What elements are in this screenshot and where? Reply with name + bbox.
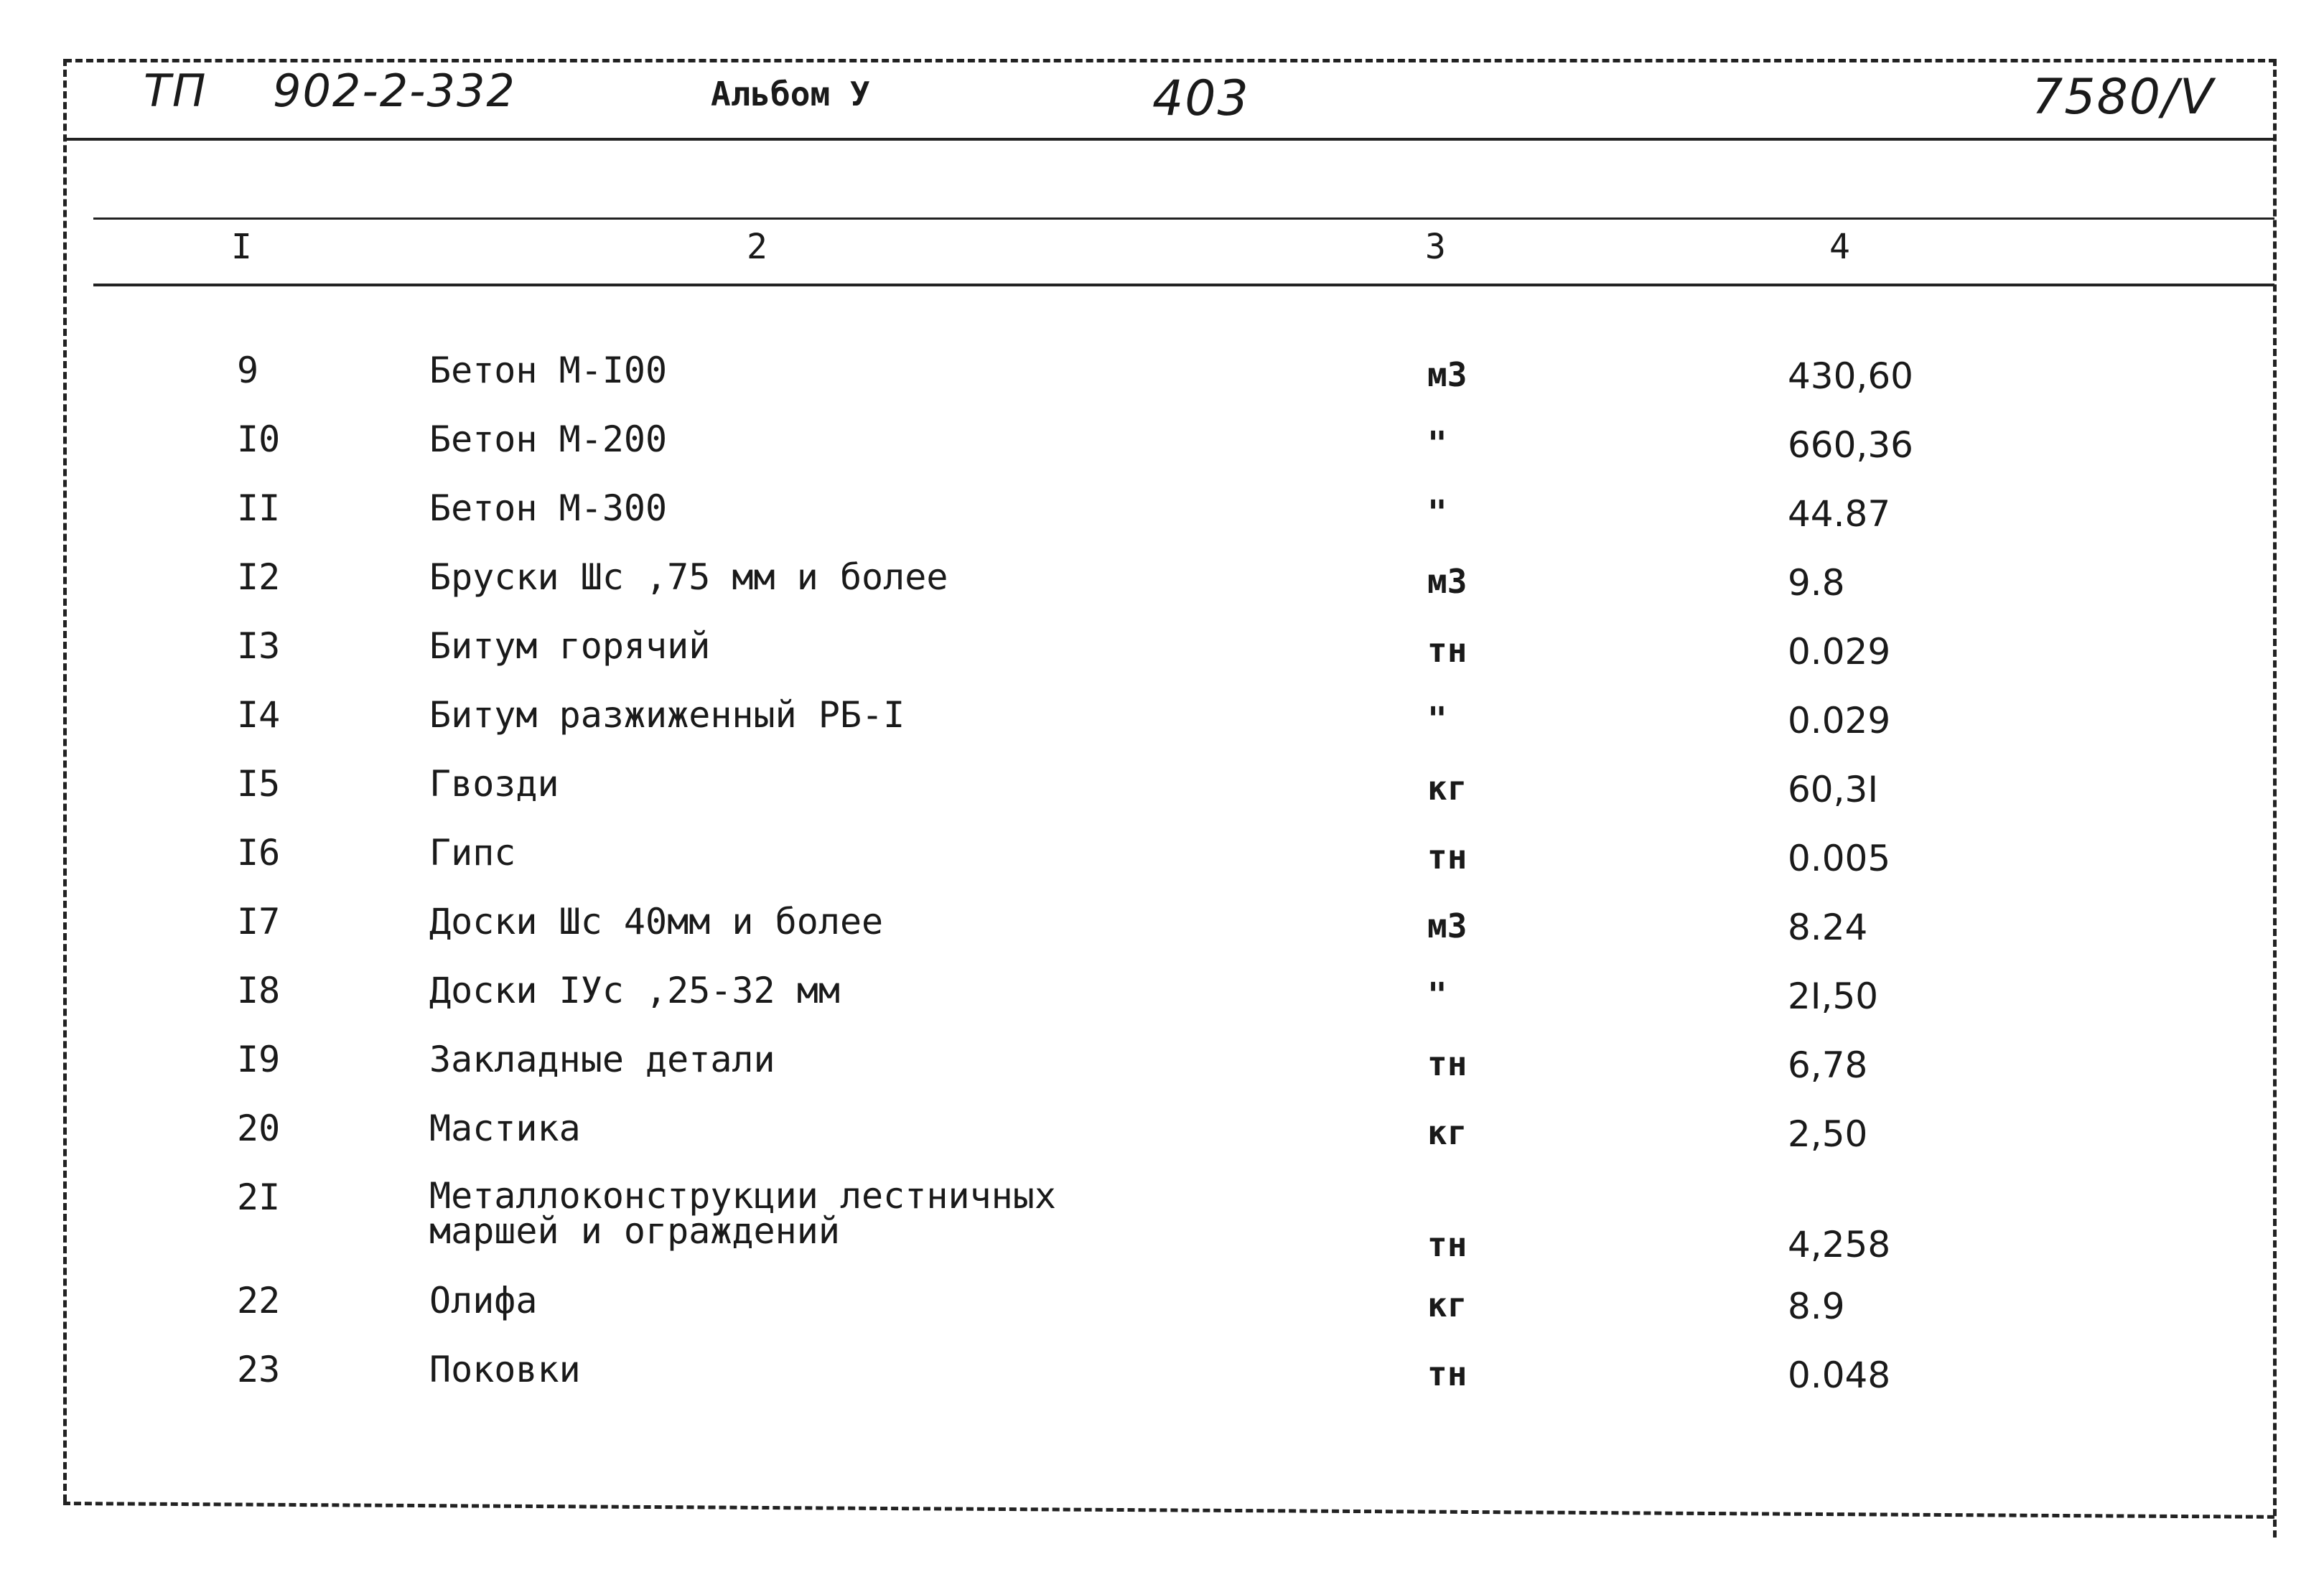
- material-name: Бетон М-200: [429, 418, 668, 460]
- row-number: I8: [237, 970, 281, 1011]
- row-number: I3: [237, 625, 281, 667]
- quantity: 0.029: [1788, 631, 1891, 673]
- row-number: I0: [237, 418, 281, 460]
- table-row: [0, 1175, 2324, 1279]
- unit: ": [1427, 700, 1447, 739]
- unit: м3: [1427, 355, 1467, 394]
- quantity: 4,258: [1788, 1224, 1891, 1265]
- frame-top-border: [65, 59, 2276, 62]
- table-row: [0, 558, 2324, 623]
- frame-bottom-border: [63, 1502, 2274, 1519]
- column-number-2: 2: [747, 227, 767, 267]
- row-number: I7: [237, 901, 281, 942]
- material-name: Бетон М-I00: [429, 350, 668, 391]
- table-row: [0, 765, 2324, 830]
- quantity: 8.9: [1788, 1286, 1845, 1327]
- table-row: [0, 834, 2324, 899]
- header-series: ТП: [144, 65, 207, 117]
- column-header-rule: [93, 284, 2274, 286]
- quantity: 0.048: [1788, 1354, 1891, 1396]
- material-name: Бруски Шс ,75 мм и более: [429, 556, 948, 598]
- unit: тн: [1427, 1354, 1467, 1393]
- header-page-number: 403: [1152, 70, 1250, 127]
- unit: тн: [1427, 838, 1467, 876]
- unit: тн: [1427, 1044, 1467, 1083]
- quantity: 2I,50: [1788, 975, 1879, 1017]
- quantity: 8.24: [1788, 907, 1868, 948]
- material-name: Доски Шс 40мм и более: [429, 901, 884, 942]
- material-name: Олифа: [429, 1280, 538, 1321]
- row-number: 2I: [237, 1176, 281, 1218]
- row-number: 20: [237, 1108, 281, 1149]
- table-row: [0, 1110, 2324, 1174]
- table-top-rule: [93, 217, 2274, 220]
- row-number: I4: [237, 694, 281, 736]
- quantity: 60,3I: [1788, 769, 1879, 810]
- header-sheet-code: 7580/V: [2032, 69, 2215, 126]
- material-name: Доски IУс ,25-32 мм: [429, 970, 840, 1011]
- table-row: [0, 696, 2324, 761]
- table-row: [0, 1041, 2324, 1105]
- table-row: [0, 418, 2324, 485]
- quantity: 0.005: [1788, 838, 1891, 879]
- table-row: [0, 627, 2324, 692]
- column-number-4: 4: [1829, 227, 1850, 267]
- row-number: 22: [237, 1280, 281, 1321]
- material-name: Битум разжиженный РБ-I: [429, 694, 905, 736]
- header-rule: [63, 138, 2274, 141]
- table-row: [0, 1351, 2324, 1415]
- column-number-3: 3: [1425, 227, 1446, 267]
- unit: ": [1427, 424, 1447, 463]
- material-name: Гипс: [429, 832, 516, 874]
- material-name: Бетон М-300: [429, 487, 668, 529]
- material-name: Закладные детали: [429, 1039, 775, 1080]
- unit: м3: [1427, 907, 1467, 945]
- unit: тн: [1427, 1225, 1467, 1264]
- unit: кг: [1427, 1113, 1467, 1152]
- unit: тн: [1427, 631, 1467, 670]
- unit: кг: [1427, 769, 1467, 808]
- row-number: I5: [237, 763, 281, 805]
- unit: ": [1427, 493, 1447, 532]
- material-name: Металлоконструкции лестничных маршей и ограждений: [429, 1175, 1056, 1252]
- column-number-1: I: [231, 227, 252, 267]
- material-name: Гвозди: [429, 763, 559, 805]
- unit: ": [1427, 975, 1447, 1014]
- row-number: 23: [237, 1349, 281, 1390]
- unit: м3: [1427, 562, 1467, 601]
- row-number: 9: [237, 350, 259, 391]
- quantity: 6,78: [1788, 1044, 1868, 1086]
- row-number: I6: [237, 832, 281, 874]
- quantity: 9.8: [1788, 562, 1845, 604]
- row-number: I9: [237, 1039, 281, 1080]
- table-row: [0, 903, 2324, 968]
- unit: кг: [1427, 1286, 1467, 1324]
- quantity: 660,36: [1788, 424, 1913, 466]
- quantity: 2,50: [1788, 1113, 1868, 1155]
- row-number: I2: [237, 556, 281, 598]
- table-row: [0, 972, 2324, 1036]
- material-name: Мастика: [429, 1108, 581, 1149]
- table-row: [0, 1282, 2324, 1347]
- material-name: Поковки: [429, 1349, 581, 1390]
- header-project-number: 902-2-332: [273, 65, 516, 117]
- quantity: 44.87: [1788, 493, 1891, 535]
- row-number: II: [237, 487, 281, 529]
- quantity: 430,60: [1788, 355, 1913, 397]
- table-row: [0, 352, 2324, 416]
- material-name: Битум горячий: [429, 625, 711, 667]
- header-album: Альбом У: [711, 75, 870, 113]
- table-row: [0, 487, 2324, 554]
- quantity: 0.029: [1788, 700, 1891, 741]
